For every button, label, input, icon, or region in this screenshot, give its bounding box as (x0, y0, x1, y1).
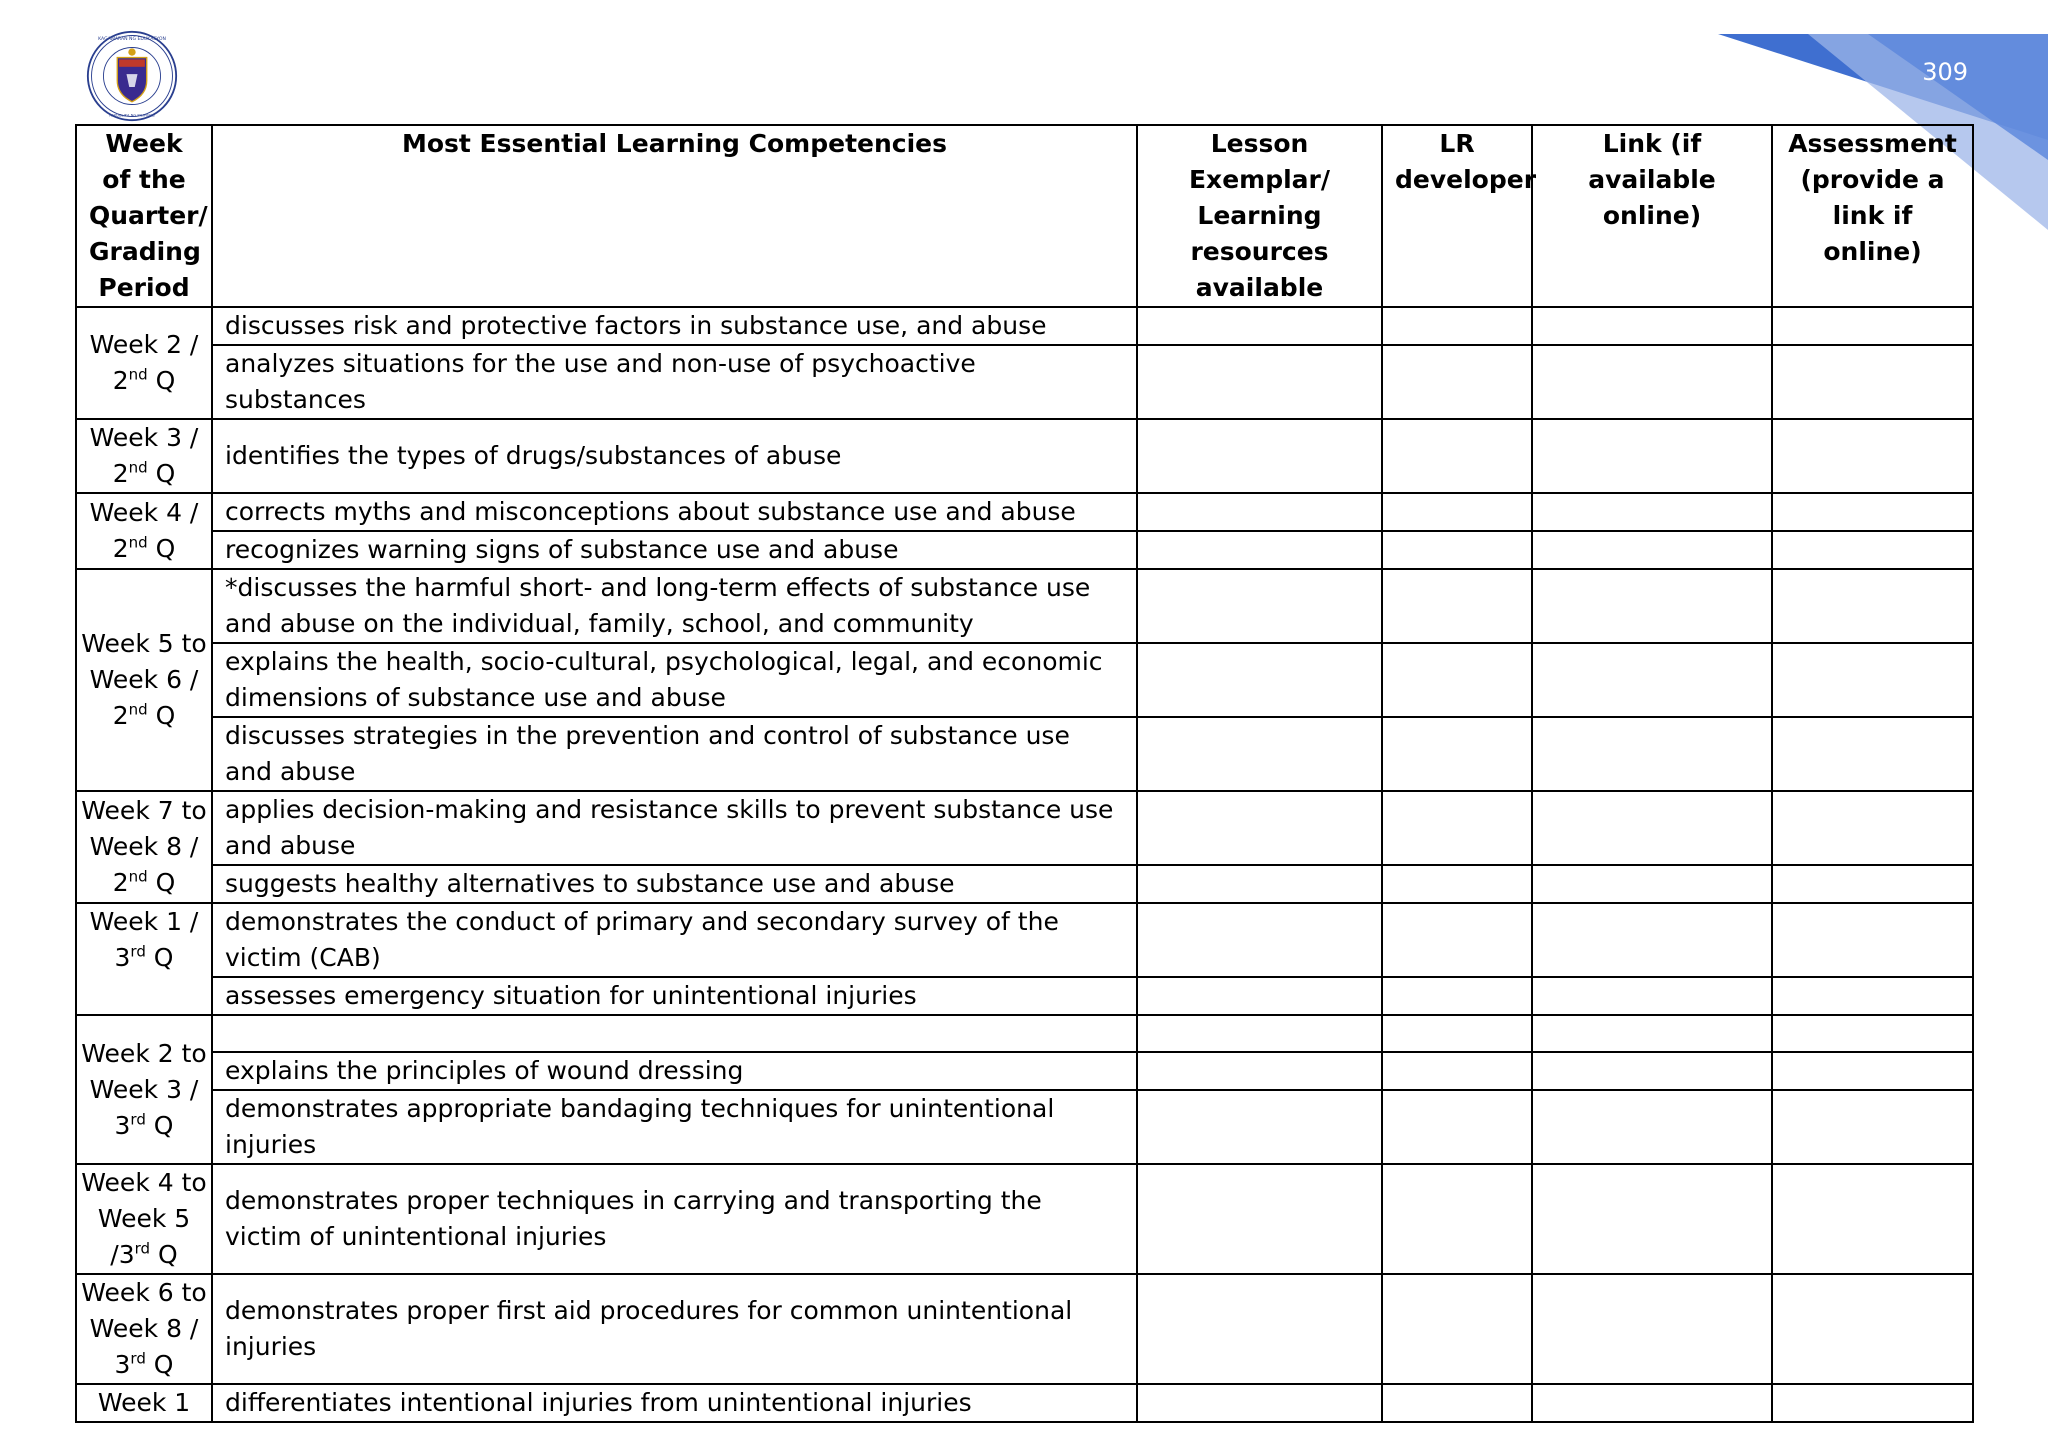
competency-cell: demonstrates the conduct of primary and secondary survey of the victim (CAB) (212, 903, 1137, 977)
week-cell: Week 7 to Week 8 / 2nd Q (76, 791, 212, 903)
header-lr-developer: LR developer (1382, 125, 1532, 307)
header-assessment: Assessment (provide a link if online) (1772, 125, 1973, 307)
header-row (76, 125, 1973, 307)
competency-cell: assesses emergency situation for unintentional injuries (212, 977, 1137, 1015)
svg-text:KAGAWARAN NG EDUKASYON: KAGAWARAN NG EDUKASYON (98, 37, 166, 43)
week-cell: Week 6 to Week 8 / 3rd Q (76, 1274, 212, 1384)
table-row (76, 307, 1973, 345)
week-cell: Week 1 / 3rd Q (76, 903, 212, 1015)
competency-cell: demonstrates appropriate bandaging techniques for unintentional injuries (212, 1090, 1137, 1164)
competency-cell: explains the principles of wound dressing (212, 1052, 1137, 1090)
competency-cell: applies decision-making and resistance skills to prevent substance use and abuse (212, 791, 1137, 865)
table-row (76, 643, 1973, 717)
competency-cell: demonstrates proper techniques in carrying and transporting the victim of unintentional injuries (212, 1164, 1137, 1274)
competency-cell: recognizes warning signs of substance use and abuse (212, 531, 1137, 569)
week-cell: Week 3 / 2nd Q (76, 419, 212, 493)
melc-table (75, 124, 1974, 1423)
table-row (76, 1384, 1973, 1422)
competency-cell: discusses risk and protective factors in substance use, and abuse (212, 307, 1137, 345)
page-number: 309 (1922, 58, 1968, 86)
competency-cell: demonstrates proper first aid procedures for common unintentional injuries (212, 1274, 1137, 1384)
week-cell: Week 5 to Week 6 / 2nd Q (76, 569, 212, 791)
table-row (76, 1090, 1973, 1164)
table-row (76, 903, 1973, 977)
week-cell: Week 2 to Week 3 / 3rd Q (76, 1015, 212, 1164)
competency-cell: *discusses the harmful short- and long-term effects of substance use and abuse on the individual, family, school, and community (212, 569, 1137, 643)
competency-cell (212, 1015, 1137, 1052)
header-lesson-exemplar: Lesson Exemplar/ Learning resources available (1137, 125, 1382, 307)
header-melc: Most Essential Learning Competencies (212, 125, 1137, 307)
competency-cell: differentiates intentional injuries from unintentional injuries (212, 1384, 1137, 1422)
week-cell: Week 4 / 2nd Q (76, 493, 212, 569)
table-row (76, 345, 1973, 419)
header-week: Week of the Quarter/ Grading Period (76, 125, 212, 307)
deped-seal-logo (86, 30, 178, 122)
svg-text:REPUBLIKA NG PILIPINAS: REPUBLIKA NG PILIPINAS (109, 113, 155, 118)
table-row (76, 493, 1973, 531)
competency-cell: analyzes situations for the use and non-use of psychoactive substances (212, 345, 1137, 419)
week-cell: Week 4 to Week 5 /3rd Q (76, 1164, 212, 1274)
table-row (76, 717, 1973, 791)
table-row (76, 791, 1973, 865)
table-row (76, 1164, 1973, 1274)
header-link: Link (if available online) (1532, 125, 1772, 307)
table-row (76, 419, 1973, 493)
week-cell: Week 1 (76, 1384, 212, 1422)
competency-cell: corrects myths and misconceptions about substance use and abuse (212, 493, 1137, 531)
table-row (76, 1015, 1973, 1052)
table-row (76, 1052, 1973, 1090)
competency-cell: explains the health, socio-cultural, psychological, legal, and economic dimensions of substance use and abuse (212, 643, 1137, 717)
table-row (76, 977, 1973, 1015)
competency-cell: identifies the types of drugs/substances of abuse (212, 419, 1137, 493)
table-row (76, 569, 1973, 643)
table-row (76, 531, 1973, 569)
table-row (76, 1274, 1973, 1384)
week-cell: Week 2 / 2nd Q (76, 307, 212, 419)
competency-cell: discusses strategies in the prevention and control of substance use and abuse (212, 717, 1137, 791)
table-row (76, 865, 1973, 903)
competency-cell: suggests healthy alternatives to substance use and abuse (212, 865, 1137, 903)
